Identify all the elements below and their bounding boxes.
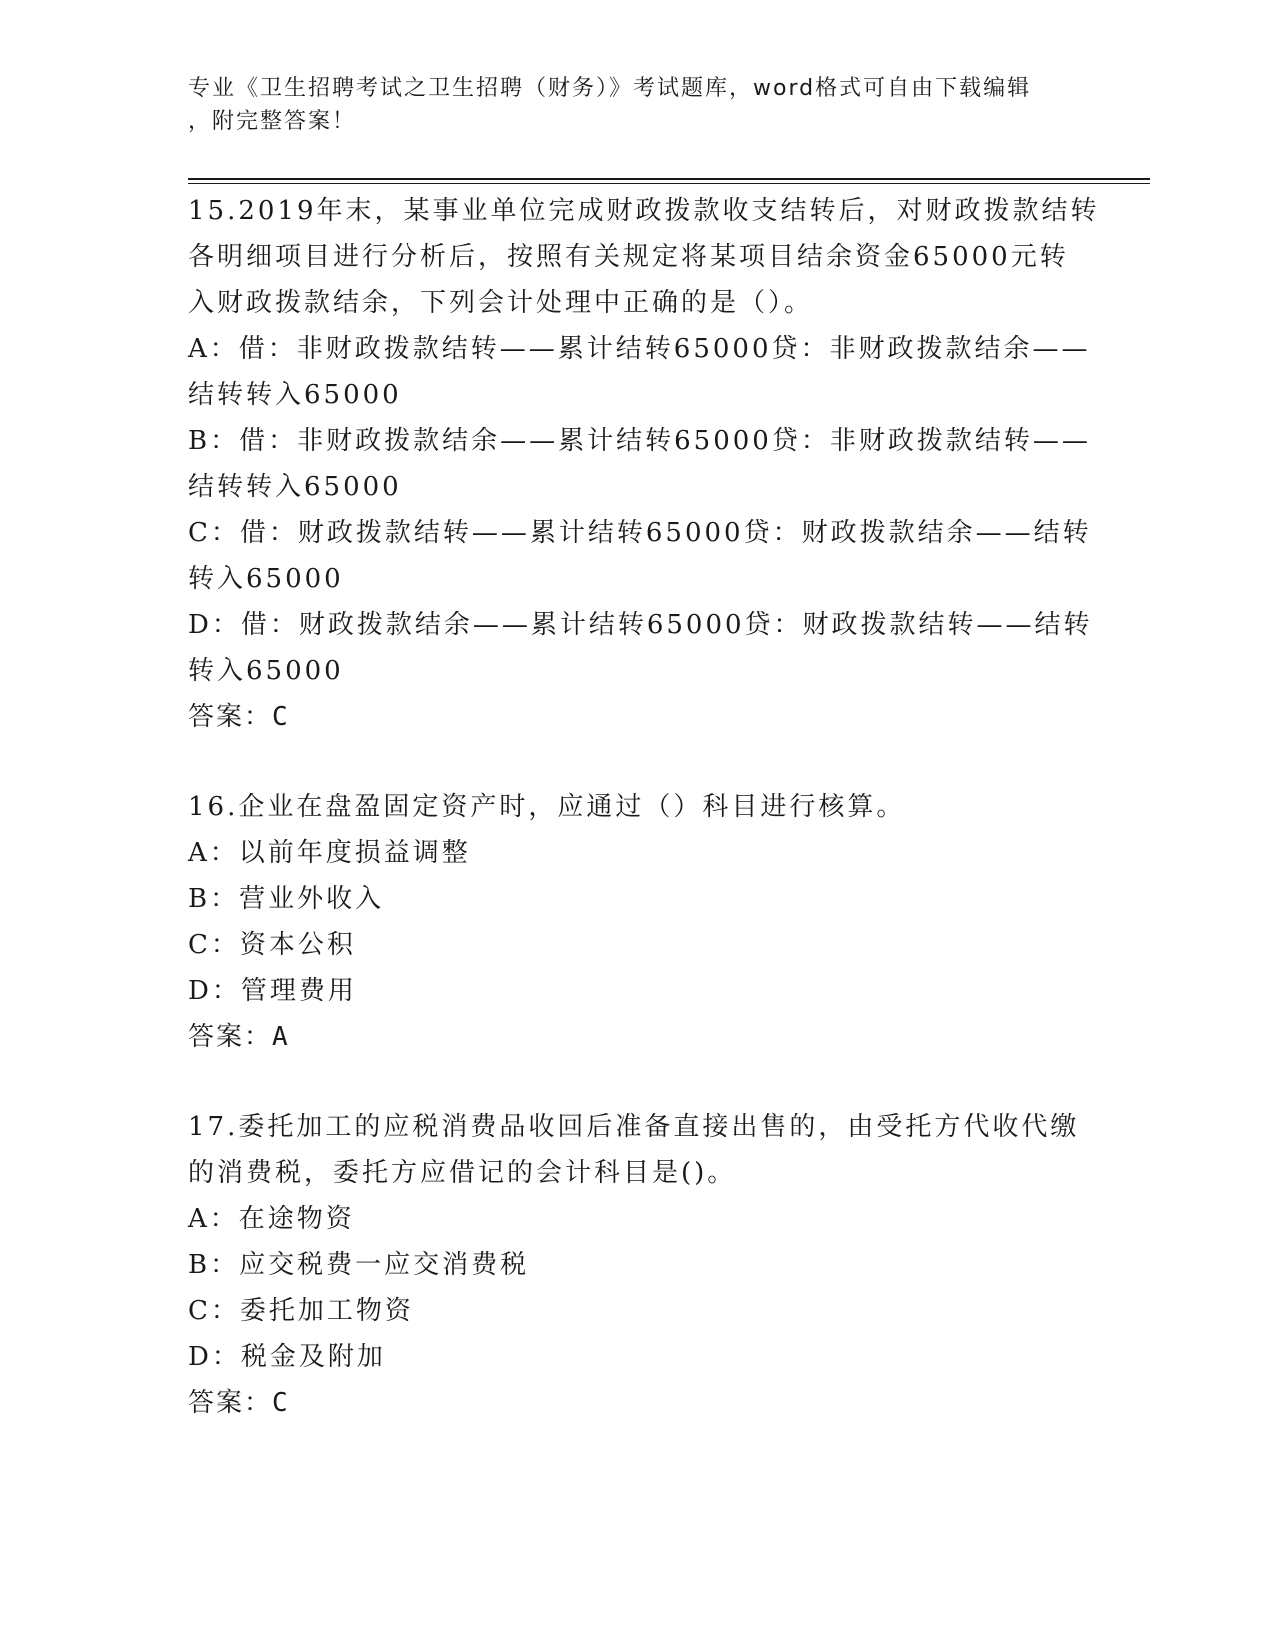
question-stem-line: 各明细项目进行分析后，按照有关规定将某项目结余资金65000元转 bbox=[188, 242, 1069, 272]
option-c-line: 转入65000 bbox=[188, 564, 344, 594]
option-c-line: C：资本公积 bbox=[188, 930, 356, 960]
option-c-line: C：借：财政拨款结转——累计结转65000贷：财政拨款结余——结转 bbox=[188, 518, 1092, 548]
answer-label: 答案：A bbox=[188, 1022, 290, 1052]
option-c-line: C：委托加工物资 bbox=[188, 1296, 414, 1326]
header-divider-thin bbox=[188, 183, 1150, 184]
option-b-line: B：借：非财政拨款结余——累计结转65000贷：非财政拨款结转—— bbox=[188, 426, 1091, 456]
option-b-line: B：应交税费一应交消费税 bbox=[188, 1250, 530, 1280]
question-stem-line: 15.2019年末，某事业单位完成财政拨款收支结转后，对财政拨款结转 bbox=[188, 196, 1100, 226]
option-d-line: 转入65000 bbox=[188, 656, 344, 686]
option-d-line: D：税金及附加 bbox=[188, 1342, 386, 1372]
answer-label: 答案：C bbox=[188, 702, 290, 732]
question-stem-line: 16.企业在盘盈固定资产时，应通过（）科目进行核算。 bbox=[188, 792, 906, 822]
question-stem-line: 入财政拨款结余，下列会计处理中正确的是（）。 bbox=[188, 288, 814, 318]
option-a-line: A：在途物资 bbox=[188, 1204, 355, 1234]
option-a-line: A：以前年度损益调整 bbox=[188, 838, 471, 868]
question-16 bbox=[188, 784, 1088, 1060]
header-line-1: 专业《卫生招聘考试之卫生招聘（财务）》考试题库，word格式可自由下载编辑 bbox=[188, 76, 1032, 101]
question-15 bbox=[188, 188, 1100, 740]
option-a-line: A：借：非财政拨款结转——累计结转65000贷：非财政拨款结余—— bbox=[188, 334, 1091, 364]
question-stem-line: 17.委托加工的应税消费品收回后准备直接出售的，由受托方代收代缴 bbox=[188, 1112, 1080, 1142]
document-header bbox=[188, 72, 1068, 138]
question-spacer bbox=[188, 1060, 1088, 1104]
question-spacer bbox=[188, 740, 1088, 784]
question-17 bbox=[188, 1104, 1088, 1426]
question-stem-line: 的消费税，委托方应借记的会计科目是()。 bbox=[188, 1158, 737, 1188]
option-b-line: 结转转入65000 bbox=[188, 472, 402, 502]
question-list bbox=[188, 188, 1100, 1426]
answer-label: 答案：C bbox=[188, 1388, 290, 1418]
option-d-line: D：管理费用 bbox=[188, 976, 357, 1006]
option-d-line: D：借：财政拨款结余——累计结转65000贷：财政拨款结转——结转 bbox=[188, 610, 1093, 640]
header-divider-thick bbox=[188, 178, 1150, 180]
header-line-2: ，附完整答案！ bbox=[188, 109, 357, 134]
option-b-line: B：营业外收入 bbox=[188, 884, 385, 914]
option-a-line: 结转转入65000 bbox=[188, 380, 402, 410]
